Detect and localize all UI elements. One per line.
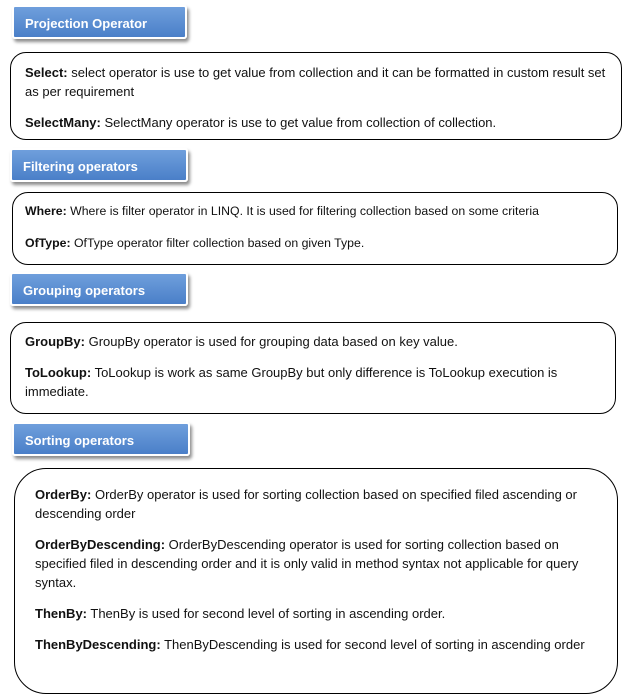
section-box-filtering (12, 192, 618, 265)
section-box-sorting (14, 468, 618, 694)
definition-text: ToLookup is work as same GroupBy but only difference is ToLookup execution is immediate. (25, 365, 558, 399)
definition-thenbydescending (35, 635, 593, 654)
definition-text: GroupBy operator is used for grouping data based on key value. (88, 334, 458, 349)
definition-oftype (25, 234, 605, 253)
definition-orderbydescending (35, 535, 593, 592)
section-header-projection (12, 5, 187, 39)
definition-where (25, 202, 605, 221)
definition-thenby (35, 604, 593, 623)
term-label: SelectMany: (25, 115, 101, 130)
section-title: Projection Operator (25, 16, 148, 31)
definition-text: OrderBy operator is used for sorting collection based on specified filed ascending or descending order (35, 487, 577, 521)
definition-orderby (35, 485, 593, 523)
term-label: OfType: (25, 236, 71, 250)
term-label: Where: (25, 204, 67, 218)
term-label: ToLookup: (25, 365, 92, 380)
section-title: Sorting operators (25, 433, 135, 448)
section-header-filtering (10, 148, 188, 182)
section-header-sorting (12, 422, 190, 456)
section-box-grouping (10, 322, 616, 414)
term-label: GroupBy: (25, 334, 85, 349)
definition-text: Where is filter operator in LINQ. It is used for filtering collection based on some criteria (70, 204, 539, 218)
section-title: Filtering operators (23, 159, 138, 174)
definition-text: OfType operator filter collection based on given Type. (73, 236, 365, 250)
definition-selectmany (25, 113, 607, 132)
definition-text: SelectMany operator is use to get value from collection of collection. (104, 115, 497, 130)
section-title: Grouping operators (23, 283, 146, 298)
definition-select (25, 63, 607, 101)
section-box-projection (10, 52, 622, 140)
definition-text: ThenByDescending is used for second level of sorting in ascending order (164, 637, 585, 652)
term-label: OrderBy: (35, 487, 92, 502)
definition-text: ThenBy is used for second level of sorting in ascending order. (90, 606, 446, 621)
term-label: OrderByDescending: (35, 537, 166, 552)
definition-groupby (25, 332, 601, 351)
definition-text: OrderByDescending operator is used for sorting collection based on specified filed in descending order and it is only valid in method syntax not applicable for query syntax. (35, 537, 579, 590)
definition-tolookup (25, 363, 601, 401)
definition-text: select operator is use to get value from collection and it can be formatted in custom result set as per requirement (25, 65, 606, 99)
section-header-grouping (10, 272, 188, 306)
term-label: ThenBy: (35, 606, 87, 621)
term-label: Select: (25, 65, 68, 80)
term-label: ThenByDescending: (35, 637, 161, 652)
